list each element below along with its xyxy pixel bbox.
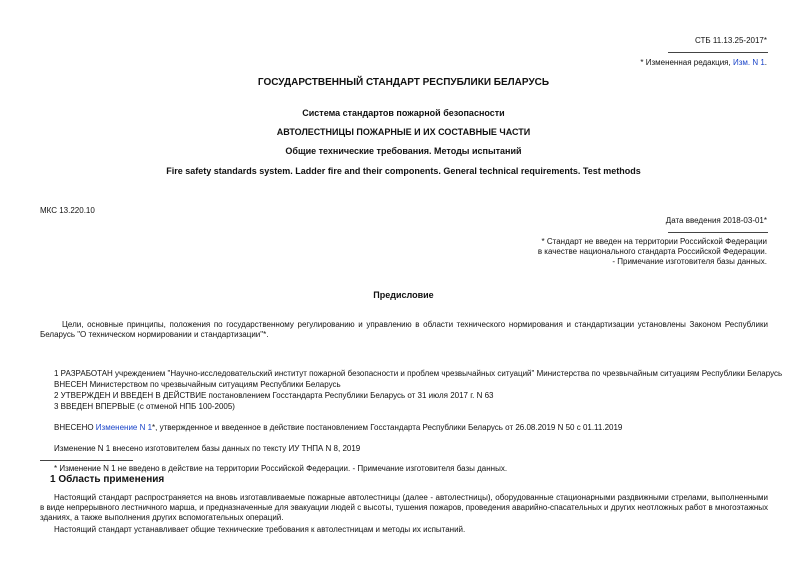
mks-code: МКС 13.220.10: [40, 206, 95, 215]
section-1-heading: 1 Область применения: [50, 474, 165, 485]
edition-note: [640, 58, 767, 68]
standard-title: ГОСУДАРСТВЕННЫЙ СТАНДАРТ РЕСПУБЛИКИ БЕЛАРУСЬ: [257, 77, 550, 88]
amendment-1-link[interactable]: Изменение N 1: [95, 423, 153, 432]
preface-heading: Предисловие: [373, 290, 434, 300]
amendment-suffix: *, утвержденное и введенное в действие постановлением Госстандарта Республики Беларусь от 26.08.2019 N 50 с 01.11.2019: [152, 423, 623, 432]
preface-item-1b: ВНЕСЕН Министерством по чрезвычайным ситуациям Республики Беларусь: [54, 380, 341, 389]
amendment-link[interactable]: Изм. N 1: [732, 58, 765, 67]
amendment-prefix: ВНЕСЕНО: [54, 423, 94, 432]
section-1-paragraph-2: Настоящий стандарт устанавливает общие технические требования к автолестницам и методы их испытаний.: [54, 525, 466, 534]
footnote-line-3: - Примечание изготовителя базы данных.: [612, 257, 767, 266]
amendment-note: Изменение N 1 внесено изготовителем базы данных по тексту ИУ ТНПА N 8, 2019: [54, 444, 361, 453]
edition-note-prefix: * Измененная редакция,: [640, 58, 731, 67]
date-divider: [668, 232, 768, 233]
header-divider: [668, 52, 768, 53]
preface-item-1: 1 РАЗРАБОТАН учреждением "Научно-исследовательский институт пожарной безопасности и проблем чрезвычайных ситуаций" Министерства по чрезвычайным ситуациям Республики Беларусь: [54, 369, 783, 378]
preface-item-3: 3 ВВЕДЕН ВПЕРВЫЕ (с отменой НПБ 100-2005): [54, 402, 235, 411]
document-subtitle: Общие технические требования. Методы испытаний: [285, 146, 522, 156]
preface-footnote: * Изменение N 1 не введено в действие на территории Российской Федерации. - Примечание изготовителя базы данных.: [54, 464, 508, 473]
document-name: АВТОЛЕСТНИЦЫ ПОЖАРНЫЕ И ИХ СОСТАВНЫЕ ЧАСТИ: [276, 127, 531, 137]
edition-note-suffix: .: [764, 58, 767, 67]
footnote-line-2: в качестве национального стандарта Российской Федерации.: [537, 247, 767, 256]
english-title: Fire safety standards system. Ladder fire and their components. General technical requirements. Test methods: [166, 166, 641, 176]
preface-item-2: 2 УТВЕРЖДЕН И ВВЕДЕН В ДЕЙСТВИЕ постановлением Госстандарта Республики Беларусь от 31 июля 2017 г. N 63: [54, 391, 494, 400]
introduction-date: Дата введения 2018-03-01*: [665, 216, 767, 225]
system-title: Система стандартов пожарной безопасности: [302, 108, 505, 118]
preface-text: Цели, основные принципы, положения по государственному регулированию и управлению в области технического нормирования и стандартизации установлены Законом Республики Беларусь "О техническом нормировании и стандартизации"*.: [40, 320, 768, 339]
amendment-line: [54, 423, 622, 433]
section-1-paragraph-1: Настоящий стандарт распространяется на вновь изготавливаемые пожарные автолестницы (далее - автолестницы), оборудованные стационарными раздвижными стрелами, выполненными в виде непрерывного лестничного марша, и предназначенные для эвакуации людей с высоты, тушения пожаров, проведения аварийно-спасательных и других неотложных работ в многоэтажных зданиях, а также выполнения других вспомогательных операций.: [40, 493, 768, 522]
document-code: СТБ 11.13.25-2017*: [695, 36, 767, 45]
footnote-divider: [40, 460, 133, 461]
footnote-line-1: * Стандарт не введен на территории Российской Федерации: [541, 237, 767, 246]
